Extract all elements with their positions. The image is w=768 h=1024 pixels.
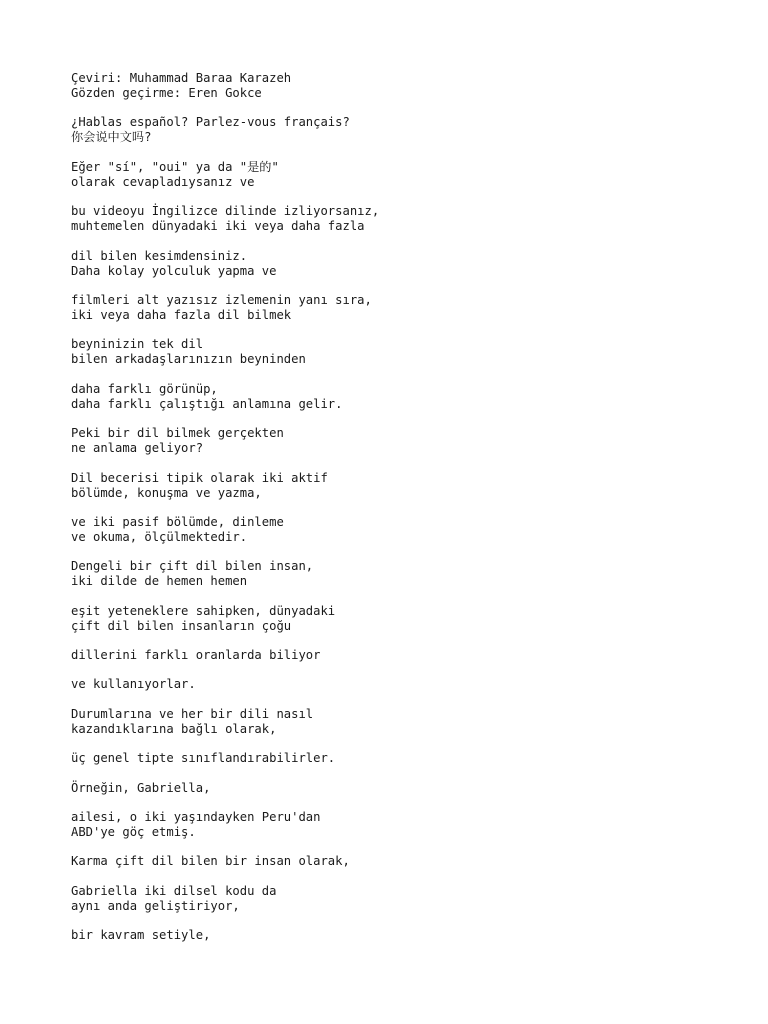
subtitle-line: bu videoyu İngilizce dilinde izliyorsanız, — [71, 204, 380, 219]
subtitle-paragraph — [71, 471, 731, 501]
subtitle-line: üç genel tipte sınıflandırabilirler. — [71, 751, 336, 766]
subtitle-line: daha farklı görünüp, — [71, 381, 218, 396]
subtitle-paragraph — [71, 677, 731, 692]
subtitle-line: ne anlama geliyor? — [71, 441, 204, 456]
subtitle-line: dillerini farklı oranlarda biliyor — [71, 648, 321, 663]
subtitle-line: bir kavram setiyle, — [71, 928, 211, 943]
subtitle-line: aynı anda geliştiriyor, — [71, 898, 240, 913]
subtitle-paragraph — [71, 648, 731, 663]
subtitle-line: 你会说中文吗? — [71, 130, 152, 145]
subtitle-line: ¿Hablas español? Parlez-vous français? — [71, 115, 350, 130]
subtitle-line: filmleri alt yazısız izlemenin yanı sıra, — [71, 292, 372, 307]
subtitle-line: Çeviri: Muhammad Baraa Karazeh — [71, 71, 292, 85]
subtitle-paragraph — [71, 884, 731, 914]
subtitle-line: Gözden geçirme: Eren Gokce — [71, 86, 262, 100]
subtitle-line: bölümde, konuşma ve yazma, — [71, 485, 262, 500]
subtitle-paragraph — [71, 115, 731, 145]
subtitle-line: ve okuma, ölçülmektedir. — [71, 529, 248, 544]
subtitle-line: dil bilen kesimdensiniz. — [71, 248, 248, 263]
subtitle-paragraph — [71, 928, 731, 943]
subtitle-line: Karma çift dil bilen bir insan olarak, — [71, 854, 350, 869]
subtitle-line: ve iki pasif bölümde, dinleme — [71, 514, 284, 529]
subtitle-paragraph — [71, 604, 731, 634]
subtitle-paragraph — [71, 204, 731, 234]
subtitle-paragraph — [71, 810, 731, 840]
subtitle-line: Daha kolay yolculuk yapma ve — [71, 263, 277, 278]
subtitle-line: olarak cevapladıysanız ve — [71, 174, 255, 189]
subtitle-paragraph — [71, 781, 731, 796]
subtitle-line: Dengeli bir çift dil bilen insan, — [71, 559, 314, 574]
subtitle-line: eşit yeteneklere sahipken, dünyadaki — [71, 603, 336, 618]
subtitle-line: muhtemelen dünyadaki iki veya daha fazla — [71, 219, 365, 234]
subtitle-line: bilen arkadaşlarınızın beyninden — [71, 352, 306, 367]
subtitle-line: Durumlarına ve her bir dili nasıl — [71, 706, 314, 721]
subtitle-paragraph — [71, 293, 731, 323]
subtitle-line: Eğer "sí", "oui" ya da "是的" — [71, 159, 279, 174]
subtitle-line: ABD'ye göç etmiş. — [71, 825, 196, 840]
subtitle-paragraph — [71, 515, 731, 545]
subtitle-paragraph — [71, 707, 731, 737]
subtitle-line: çift dil bilen insanların çoğu — [71, 618, 292, 633]
subtitle-line: kazandıklarına bağlı olarak, — [71, 721, 277, 736]
subtitle-paragraph — [71, 559, 731, 589]
subtitle-paragraph — [71, 382, 731, 412]
subtitle-line: Örneğin, Gabriella, — [71, 780, 211, 795]
subtitle-paragraph — [71, 854, 731, 869]
subtitle-paragraph — [71, 249, 731, 279]
subtitle-paragraph — [71, 426, 731, 456]
subtitle-line: daha farklı çalıştığı anlamına gelir. — [71, 396, 343, 411]
subtitle-line: Gabriella iki dilsel kodu da — [71, 883, 277, 898]
subtitle-line: iki veya daha fazla dil bilmek — [71, 307, 292, 322]
subtitle-line: Peki bir dil bilmek gerçekten — [71, 426, 284, 441]
subtitle-line: Dil becerisi tipik olarak iki aktif — [71, 470, 328, 485]
subtitle-line: beyninizin tek dil — [71, 337, 204, 352]
subtitle-paragraph — [71, 751, 731, 766]
subtitle-paragraph — [71, 337, 731, 367]
subtitle-paragraph — [71, 160, 731, 190]
subtitle-paragraph — [71, 71, 731, 101]
subtitle-line: ailesi, o iki yaşındayken Peru'dan — [71, 810, 321, 825]
subtitle-line: iki dilde de hemen hemen — [71, 574, 248, 589]
subtitle-line: ve kullanıyorlar. — [71, 677, 196, 692]
document-page — [71, 71, 731, 958]
